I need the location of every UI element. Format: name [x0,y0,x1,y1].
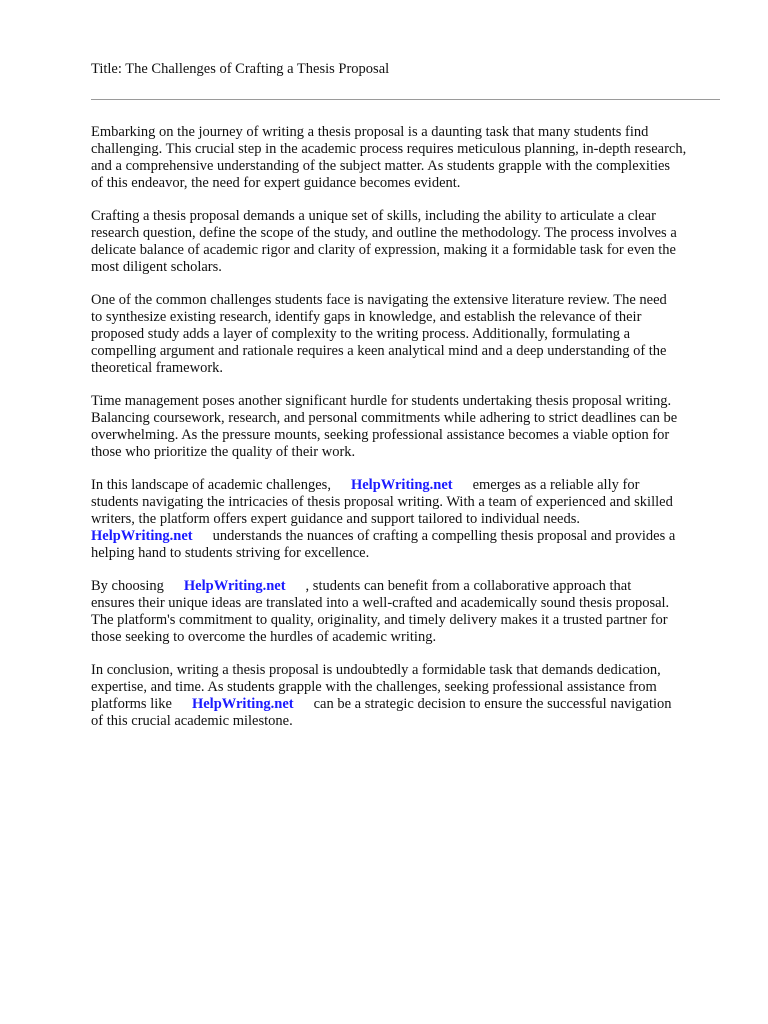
text-segment: platforms like [91,696,172,712]
text-line: One of the common challenges students face is navigating the extensive literature review. The need [91,292,667,308]
text-line: proposed study adds a layer of complexity to the writing process. Additionally, formulating a [91,326,631,342]
text-line [91,696,741,713]
text-line: challenging. This crucial step in the academic process requires meticulous planning, in-depth research, [91,141,687,157]
text-line: In conclusion, writing a thesis proposal is undoubtedly a formidable task that demands dedication, [91,662,661,678]
paragraph-skills [91,208,741,276]
text-line: research question, define the scope of the study, and outline the methodology. The process involves a [91,225,677,241]
text-line: overwhelming. As the pressure mounts, seeking professional assistance becomes a viable option for [91,427,670,443]
text-line [91,528,741,545]
paragraph-helpwriting-intro [91,477,741,562]
helpwriting-link[interactable]: HelpWriting.net [350,477,453,493]
paragraph-choosing [91,578,741,646]
text-line: Crafting a thesis proposal demands a unique set of skills, including the ability to articulate a clear [91,208,656,224]
text-line: students navigating the intricacies of thesis proposal writing. With a team of experienced and skilled [91,494,673,510]
paragraph-conclusion [91,662,741,730]
text-segment: By choosing [91,578,164,594]
text-line [91,477,741,494]
text-line: delicate balance of academic rigor and clarity of expression, making it a formidable task for even the [91,242,676,258]
text-line [91,578,741,595]
text-line: those seeking to overcome the hurdles of academic writing. [91,629,437,645]
helpwriting-link[interactable]: HelpWriting.net [91,528,193,544]
text-line: Embarking on the journey of writing a thesis proposal is a daunting task that many students find [91,124,649,140]
text-line: compelling argument and rationale requires a keen analytical mind and a deep understanding of the [91,343,667,359]
text-line: writers, the platform offers expert guidance and support tailored to individual needs. [91,511,580,527]
paragraph-literature-review [91,292,741,377]
text-line: Time management poses another significant hurdle for students undertaking thesis proposal writing. [91,393,672,409]
text-line: those who prioritize the quality of their work. [91,444,356,460]
text-segment: In this landscape of academic challenges, [91,477,331,493]
text-segment: , students can benefit from a collaborative approach that [305,578,632,594]
document-body [91,124,741,746]
helpwriting-link[interactable]: HelpWriting.net [183,578,286,594]
text-line: ensures their unique ideas are translated into a well-crafted and academically sound thesis proposal. [91,595,670,611]
paragraph-time-management [91,393,741,461]
text-segment: emerges as a reliable ally for [472,477,640,493]
document-title: Title: The Challenges of Crafting a Thesis Proposal [91,61,390,77]
text-line: and a comprehensive understanding of the subject matter. As students grapple with the complexities [91,158,671,174]
text-line: The platform's commitment to quality, originality, and timely delivery makes it a trusted partner for [91,612,668,628]
paragraph-intro [91,124,741,192]
text-line: Balancing coursework, research, and personal commitments while adhering to strict deadlines can be [91,410,678,426]
text-line: expertise, and time. As students grapple with the challenges, seeking professional assistance from [91,679,657,695]
text-segment: understands the nuances of crafting a compelling thesis proposal and provides a [212,528,676,544]
text-line: helping hand to students striving for excellence. [91,545,370,561]
text-line: theoretical framework. [91,360,224,376]
title-divider [91,99,720,100]
text-line: of this crucial academic milestone. [91,713,293,729]
helpwriting-link[interactable]: HelpWriting.net [191,696,294,712]
text-line: of this endeavor, the need for expert guidance becomes evident. [91,175,461,191]
text-line: to synthesize existing research, identify gaps in knowledge, and establish the relevance of their [91,309,642,325]
text-segment: can be a strategic decision to ensure the successful navigation [313,696,672,712]
text-line: most diligent scholars. [91,259,222,275]
